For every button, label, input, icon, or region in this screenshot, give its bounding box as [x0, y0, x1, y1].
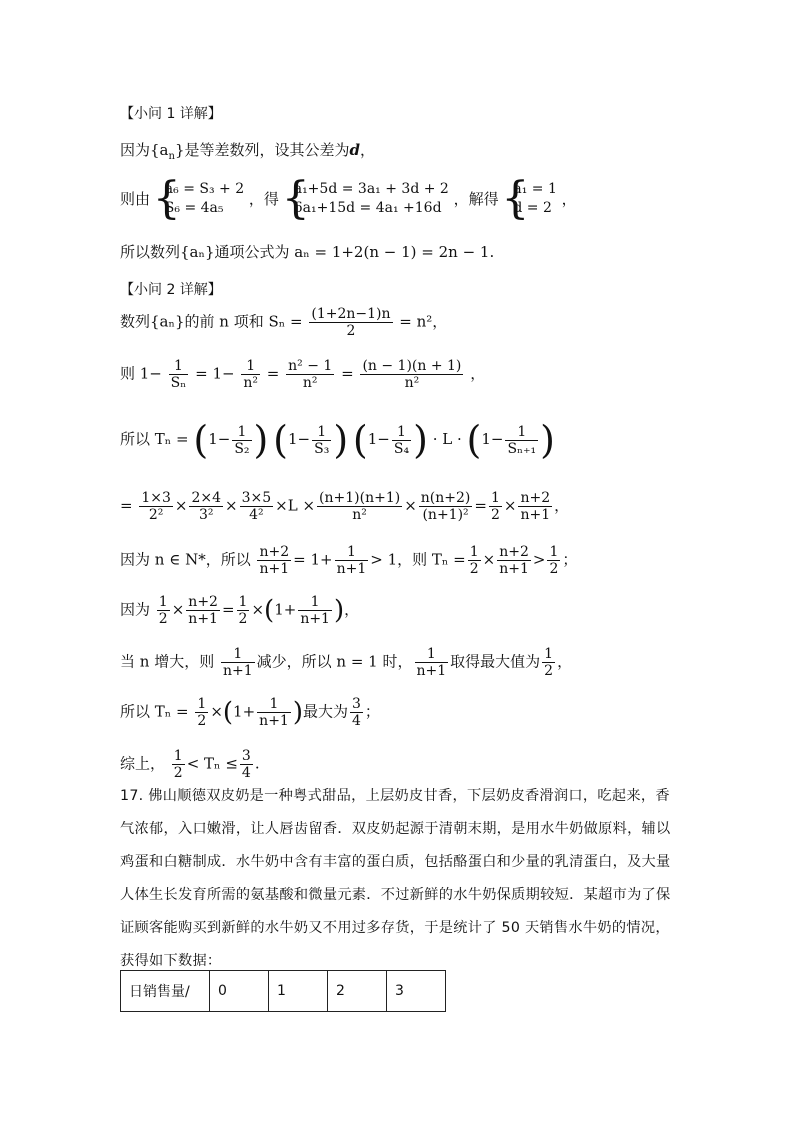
- l5-gt2: >: [532, 550, 546, 569]
- l2-frac-1-num: 1: [169, 358, 189, 375]
- system-1: [155, 180, 244, 218]
- l3-frac-2-den: S₃: [314, 440, 330, 457]
- l2-frac-2: [241, 358, 260, 391]
- l5-frac-3: [468, 544, 481, 577]
- l8-paren-close: ): [292, 697, 303, 728]
- l9-frac-1: [172, 748, 185, 781]
- l2-frac-1: [169, 358, 189, 391]
- l3-paren-close-4: ): [540, 418, 555, 462]
- l9-prefix: 综上，: [120, 754, 166, 773]
- l7-frac-3-den: 2: [544, 663, 554, 679]
- l2-eq2: =: [266, 364, 280, 383]
- l6-frac-1-den: 2: [158, 611, 168, 627]
- l8-frac-1-den: 2: [197, 713, 207, 729]
- l9-frac-2-num: 3: [241, 748, 251, 764]
- l6-eq: =: [221, 600, 235, 619]
- l8-paren-open: (: [222, 697, 234, 728]
- l8-end: ；: [364, 702, 380, 721]
- l3-paren-close-2: ): [333, 418, 349, 462]
- l5-frac-2-num: 1: [335, 544, 369, 561]
- l3-frac-4-num: 1: [505, 424, 538, 441]
- l7-frac-1-num: 1: [221, 646, 255, 663]
- l2-prefix: 则 1−: [120, 364, 162, 383]
- l6-frac-4: [298, 594, 332, 627]
- l4-frac-4-den: n²: [352, 507, 367, 523]
- l8-frac-1-num: 1: [197, 696, 207, 712]
- l5-mid: = 1+: [293, 550, 333, 569]
- l1-suffix: = n²，: [399, 312, 448, 331]
- l8-prefix: 所以 Tₙ =: [120, 702, 189, 721]
- l9-frac-2-den: 4: [241, 765, 251, 781]
- l8-frac-2-den: n+1: [259, 713, 289, 729]
- problem-17-text: 17. 佛山顺德双皮奶是一种粤式甜品，上层奶皮甘香，下层奶皮香滑润口，吃起来，香气浓郁，入口嫩滑，让人唇齿留香．双皮奶起源于清朝末期，是用水牛奶做原料，辅以鸡蛋和白糖制成．水牛奶中含有丰富的蛋白质，包括酪蛋白和少量的乳清蛋白，及大量人体生长发育所需的氨基酸和微量元素．不过新鲜的水牛奶保质期较短．某超市为了保证顾客能购买到新鲜的水牛奶又不用过多存货，于是统计了 50 天销售水牛奶的情况，获得如下数据：: [120, 788, 671, 969]
- l7-prefix: 当 n 增大，则: [120, 652, 215, 671]
- system-3-row-2: d = 2: [513, 200, 552, 216]
- l3-one-1: 1−: [208, 430, 231, 448]
- l6-end: ，: [344, 600, 360, 619]
- l4-lead: =: [120, 496, 133, 515]
- l5-frac-5: [547, 544, 560, 577]
- l3-frac-2: [312, 424, 331, 457]
- sales-table: [120, 970, 446, 1012]
- l1-prefix: 数列{aₙ}的前 n 项和 Sₙ =: [120, 312, 303, 331]
- l7-frac-3: [542, 646, 555, 679]
- part1-line3: 所以数列{aₙ}通项公式为 aₙ = 1+2(n − 1) = 2n − 1.: [120, 243, 495, 261]
- l3-one-3: 1−: [367, 430, 390, 448]
- l8-frac-3-den: 4: [352, 713, 361, 729]
- l5-frac-3-den: 2: [469, 561, 479, 577]
- part1-line1-d: d: [349, 141, 361, 159]
- l4-frac-5: [419, 490, 473, 523]
- l4-frac-1-den: 2²: [148, 507, 164, 523]
- l7-frac-1: [221, 646, 255, 679]
- l4-frac-3-num: 3×5: [241, 490, 272, 506]
- l2-frac-2-num: 1: [241, 358, 260, 375]
- part2-line2: [120, 358, 485, 391]
- l3-frac-3-num: 1: [392, 424, 411, 441]
- l6-frac-2-num: n+2: [188, 594, 218, 610]
- part1-line1-set-close: }: [174, 141, 185, 159]
- l8-frac-2-num: 1: [257, 696, 291, 713]
- l1-frac-num: (1+2n−1)n: [311, 306, 391, 322]
- l6-frac-3-num: 1: [238, 594, 248, 610]
- l2-frac-4: [360, 358, 463, 391]
- l3-frac-3-den: S₄: [393, 440, 410, 457]
- l5-frac-2-den: n+1: [336, 561, 367, 577]
- part1-heading: 【小问 1 详解】: [120, 106, 222, 122]
- part2-line7: [120, 646, 572, 679]
- l8-frac-2: [257, 696, 291, 729]
- part2-line9: [120, 748, 260, 781]
- l6-frac-4-num: 1: [298, 594, 332, 611]
- l2-frac-3: [286, 358, 334, 391]
- part1-line1-prefix: 因为: [120, 141, 151, 159]
- l7-frac-2-den: n+1: [416, 663, 447, 679]
- l4-frac-5-num: n(n+2): [420, 490, 471, 506]
- l5-frac-5-den: 2: [549, 561, 559, 577]
- l7-mid: 减少，所以 n = 1 时，: [256, 652, 413, 671]
- l3-paren-open-4: (: [466, 418, 482, 462]
- l8-frac-3: [350, 696, 363, 729]
- part1-line1-text: 是等差数列，设其公差为: [184, 141, 350, 159]
- l3-frac-4-den: Sₙ₊₁: [507, 440, 537, 457]
- l4-frac-7-den: n+1: [520, 507, 551, 523]
- l4-frac-5-den: (n+1)²: [422, 507, 469, 523]
- l2-frac-2-den: n²: [243, 375, 258, 391]
- table-cell: 3: [387, 971, 446, 1012]
- l4-frac-6-den: 2: [490, 507, 500, 523]
- l4-L: ×L ×: [275, 496, 316, 515]
- system-2-row-2: 6a₁+15d = 4a₁ +16d: [293, 200, 442, 216]
- l5-frac-1-num: n+2: [259, 544, 290, 560]
- l6-frac-2-den: n+1: [188, 611, 218, 627]
- part2-line3: [120, 420, 555, 460]
- l7-frac-2: [415, 646, 449, 679]
- l3-prefix: 所以 Tₙ =: [120, 430, 189, 448]
- l1-frac: [309, 306, 392, 339]
- part2-line8: 所以 Tₙ = $\frac{1}{2}$ ×(1+ $\frac{1}{n+1}$ )最大为 $\frac{3}{4}$ ；: [120, 696, 380, 729]
- system-2-row-1: { a₁+5d = 3a₁ + 3d + 2: [293, 181, 449, 197]
- l7-frac-2-num: 1: [415, 646, 449, 663]
- table-header-cell: 日销售量/: [121, 971, 210, 1012]
- l4-frac-4-num: (n+1)(n+1): [319, 490, 401, 506]
- l5-frac-3-num: 1: [469, 544, 479, 560]
- l2-frac-4-den: n²: [404, 375, 420, 391]
- l3-paren-open-1: (: [193, 418, 209, 462]
- l8-max: 最大为: [302, 702, 348, 721]
- l9-frac-2: [240, 748, 253, 781]
- l2-end: ，: [470, 364, 486, 383]
- l4-frac-3: [240, 490, 274, 523]
- l6-frac-3-den: 2: [238, 611, 248, 627]
- l4-frac-6: [489, 490, 502, 523]
- l6-paren-open: (: [264, 595, 275, 626]
- l4-frac-1-num: 1×3: [141, 490, 171, 506]
- system-3: [503, 180, 557, 218]
- l3-frac-1: [232, 424, 251, 457]
- l7-frac-1-den: n+1: [222, 663, 253, 679]
- part2-line5: 因为 n ∈ N*，所以 $\frac{n+2}{n+1}$ = 1+ $\frac{1}{n+1}$ > 1，则 Tₙ = $\frac{1}{2}$ × $\frac{n+2}{n+1}$ > $\frac{1}{2}$ ；: [120, 544, 578, 577]
- l4-frac-4: [317, 490, 402, 523]
- l4-frac-7: [518, 490, 552, 523]
- l2-frac-3-num: n² − 1: [288, 358, 333, 374]
- l5-frac-4-num: n+2: [499, 544, 529, 560]
- l4-frac-2: [189, 490, 223, 523]
- l3-paren-close-1: ): [253, 418, 269, 462]
- l9-frac-1-num: 1: [173, 748, 183, 764]
- l1-frac-den: 2: [346, 323, 356, 339]
- l4-frac-1: [139, 490, 173, 523]
- l6-frac-3: [237, 594, 250, 627]
- part1-line2: [120, 180, 577, 222]
- l2-frac-4-num: (n − 1)(n + 1): [362, 358, 462, 374]
- l4-eq: =: [474, 496, 487, 515]
- system-2: [284, 180, 449, 218]
- l2-eq1: = 1−: [195, 364, 235, 383]
- l4-frac-3-den: 4²: [249, 507, 264, 523]
- l3-paren-close-3: ): [413, 418, 428, 462]
- l5-frac-4-den: n+1: [499, 561, 529, 577]
- part1-line2-get: ，得: [248, 190, 279, 208]
- l3-one-4: 1−: [481, 430, 504, 448]
- l5-frac-5-num: 1: [549, 544, 559, 560]
- part1-line2-solve: ，解得: [453, 190, 499, 208]
- part2-line4: = $\frac{1\times 3}{\text{2²}}$ × $\frac{2\times 4}{\text{3²}}$ × $\frac{3\times 5}{\text{4²}}$ ×L × $\frac{(n+1)(n+1)}{\text{n²}}$ × $\frac{n(n+2)}{\text{(n+1)²}}$ = $\frac{1}{2}$ × $\frac{n+2}{n+1}$ ，: [120, 490, 570, 523]
- l5-frac-1: [257, 544, 291, 577]
- table-row: [121, 971, 446, 1012]
- l8-inner: 1+: [233, 702, 256, 721]
- l6-paren-close: ): [333, 595, 345, 626]
- l6-prefix: 因为: [120, 600, 151, 619]
- l5-frac-4: [497, 544, 531, 577]
- part2-line1: [120, 306, 447, 339]
- part1-line1-set-sub: n: [168, 151, 175, 162]
- l5-gt: > 1，则 Tₙ =: [370, 550, 466, 569]
- l8-frac-1: [195, 696, 208, 729]
- l6-inner: 1+: [274, 600, 297, 619]
- l3-one-2: 1−: [287, 430, 311, 448]
- l4-end: ，: [554, 496, 570, 515]
- l5-frac-1-den: n+1: [259, 561, 290, 577]
- l3-frac-3: [392, 424, 411, 457]
- part2-line6: 因为 $\frac{1}{2}$ × $\frac{n+2}{n+1}$ = $\frac{1}{2}$ ×(1+ $\frac{1}{n+1}$ )，: [120, 594, 360, 627]
- l4-frac-7-num: n+2: [520, 490, 551, 506]
- l5-frac-2: [335, 544, 369, 577]
- l4-frac-2-den: 3²: [198, 507, 214, 523]
- l6-frac-1-num: 1: [158, 594, 168, 610]
- l6-frac-1: [157, 594, 170, 627]
- part1-line2-prefix: 则由: [120, 190, 151, 208]
- l2-eq3: =: [341, 364, 354, 383]
- l5-prefix: 因为 n ∈ N*，所以: [120, 550, 251, 569]
- l9-end: .: [254, 754, 260, 773]
- l7-max: 取得最大值为: [450, 652, 541, 671]
- l3-frac-1-num: 1: [232, 424, 251, 441]
- l3-frac-4: [505, 424, 538, 457]
- l3-paren-open-2: (: [273, 418, 288, 462]
- l3-paren-open-3: (: [352, 418, 368, 462]
- part1-line1-end: ，: [360, 141, 376, 159]
- table-cell: 0: [210, 971, 269, 1012]
- part2-heading: 【小问 2 详解】: [120, 282, 222, 298]
- l3-dots: · L ·: [432, 430, 462, 448]
- l9-frac-1-den: 2: [173, 765, 183, 781]
- l2-frac-1-den: Sₙ: [170, 375, 187, 391]
- system-1-row-2: S₆ = 4a₅: [164, 200, 224, 216]
- part1-line1-set: {a: [150, 141, 169, 159]
- l3-frac-1-den: S₂: [234, 440, 250, 457]
- l4-frac-2-num: 2×4: [191, 490, 222, 506]
- system-1-row-1: { a₆ = S₃ + 2: [164, 181, 245, 197]
- l8-frac-3-num: 3: [352, 696, 361, 712]
- l6-frac-4-den: n+1: [300, 611, 330, 627]
- l5-end: ；: [562, 550, 578, 569]
- table-cell: 2: [328, 971, 387, 1012]
- l2-frac-3-den: n²: [302, 375, 318, 391]
- l6-frac-2: [186, 594, 220, 627]
- part1-line1: [120, 140, 375, 167]
- l3-frac-2-num: 1: [312, 424, 331, 441]
- part1-line2-end: ，: [561, 190, 577, 208]
- system-3-row-1: { a₁ = 1: [513, 181, 557, 197]
- table-cell: 1: [269, 971, 328, 1012]
- l7-frac-3-num: 1: [544, 646, 554, 662]
- l4-frac-6-num: 1: [490, 490, 500, 506]
- l7-end: ，: [557, 652, 573, 671]
- l9-mid: < Tₙ ≤: [186, 754, 238, 773]
